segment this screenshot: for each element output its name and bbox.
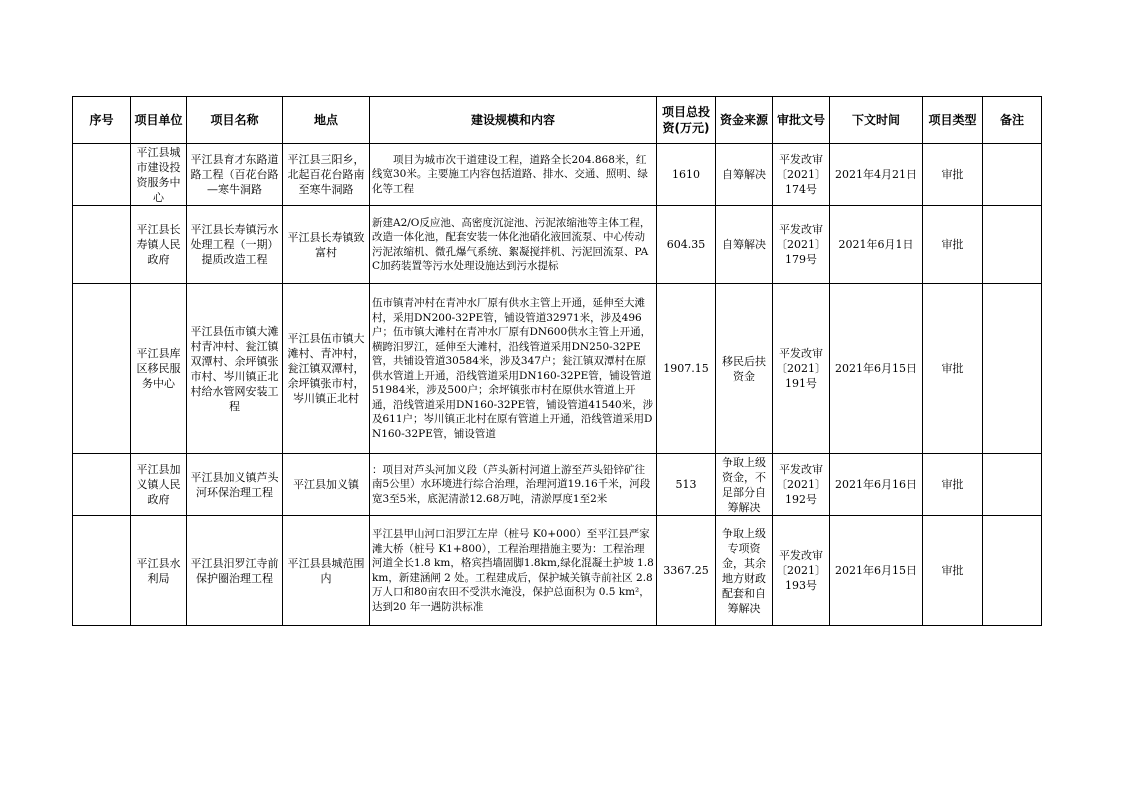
cell-date: 2021年6月15日	[830, 284, 923, 454]
cell-approval: 平发改审〔2021〕191号	[773, 284, 830, 454]
cell-funding: 争取上级专项资金，其余地方财政配套和自筹解决	[716, 516, 773, 626]
header-type: 项目类型	[923, 97, 983, 144]
cell-seq	[73, 516, 131, 626]
cell-scale: 伍市镇青冲村在青冲水厂原有供水主管上开通，延伸至大滩村，采用DN200-32PE管，铺设管道32971米，涉及496户；伍市镇大滩村在青冲水厂原有DN600供水主管上开通，横跨汨罗江，延伸至大滩村，沿线管道采用DN250-32PE管，共铺设管道30584米，涉及347户；瓮江镇双潭村在原供水管道上开通，沿线管道采用DN160-32PE管，铺设管道51984米，涉及500户；余坪镇张市村在原供水管道上开通，沿线管道采用DN160-32PE管，铺设管道41540米，涉及611户；岑川镇正北村在原有管道上开通，沿线管道采用DN160-32PE管，铺设管道	[370, 284, 657, 454]
header-scale: 建设规模和内容	[370, 97, 657, 144]
cell-name: 平江县加义镇芦头河环保治理工程	[187, 454, 283, 516]
header-investment: 项目总投资(万元)	[657, 97, 716, 144]
cell-seq	[73, 206, 131, 284]
cell-approval: 平发改审〔2021〕192号	[773, 454, 830, 516]
cell-approval: 平发改审〔2021〕193号	[773, 516, 830, 626]
cell-name: 平江县汨罗江寺前保护圈治理工程	[187, 516, 283, 626]
cell-unit: 平江县长寿镇人民政府	[131, 206, 187, 284]
cell-type: 审批	[923, 284, 983, 454]
cell-funding: 自筹解决	[716, 144, 773, 206]
cell-seq	[73, 144, 131, 206]
cell-notes	[983, 454, 1042, 516]
cell-investment: 1907.15	[657, 284, 716, 454]
cell-scale: 项目为城市次干道建设工程，道路全长204.868米，红线宽30米。主要施工内容包括道路、排水、交通、照明、绿化等工程	[370, 144, 657, 206]
cell-location: 平江县三阳乡，北起百花台路南至寒牛洞路	[283, 144, 370, 206]
header-seq: 序号	[73, 97, 131, 144]
cell-scale: 平江县甲山河口汨罗江左岸（桩号 K0+000）至平江县严家滩大桥（桩号 K1+800），工程治理措施主要为：工程治理河道全长1.8 km，格宾挡墙固脚1.8km,绿化混凝土护坡 1.8km，新建涵闸 2 处。工程建成后，保护城关镇寺前社区 2.8万人口和80亩农田不受洪水淹没，保护总面积为 0.5 km²，达到20 年一遇防洪标准	[370, 516, 657, 626]
cell-approval: 平发改审〔2021〕179号	[773, 206, 830, 284]
cell-date: 2021年6月16日	[830, 454, 923, 516]
cell-investment: 604.35	[657, 206, 716, 284]
cell-scale: ：项目对芦头河加义段（芦头新村河道上游至芦头铅锌矿往南5公里）水环境进行综合治理，治理河道19.16千米，河段宽3至5米，底泥清淤12.68万吨，清淤厚度1至2米	[370, 454, 657, 516]
cell-approval: 平发改审〔2021〕174号	[773, 144, 830, 206]
cell-notes	[983, 206, 1042, 284]
cell-name: 平江县育才东路道路工程（百花台路—寒牛洞路	[187, 144, 283, 206]
cell-location: 平江县加义镇	[283, 454, 370, 516]
cell-seq	[73, 454, 131, 516]
table-row	[73, 454, 1042, 516]
header-approval: 审批文号	[773, 97, 830, 144]
cell-unit: 平江县城市建设投资服务中心	[131, 144, 187, 206]
cell-location: 平江县长寿镇致富村	[283, 206, 370, 284]
table-row	[73, 206, 1042, 284]
cell-type: 审批	[923, 454, 983, 516]
cell-date: 2021年4月21日	[830, 144, 923, 206]
header-location: 地点	[283, 97, 370, 144]
header-date: 下文时间	[830, 97, 923, 144]
cell-type: 审批	[923, 206, 983, 284]
header-notes: 备注	[983, 97, 1042, 144]
cell-unit: 平江县水利局	[131, 516, 187, 626]
cell-investment: 3367.25	[657, 516, 716, 626]
header-unit: 项目单位	[131, 97, 187, 144]
cell-investment: 513	[657, 454, 716, 516]
cell-type: 审批	[923, 516, 983, 626]
cell-notes	[983, 516, 1042, 626]
cell-name: 平江县伍市镇大滩村青冲村、瓮江镇双潭村、余坪镇张市村、岑川镇正北村给水管网安装工程	[187, 284, 283, 454]
cell-name: 平江县长寿镇污水处理工程（一期）提质改造工程	[187, 206, 283, 284]
cell-unit: 平江县加义镇人民政府	[131, 454, 187, 516]
table-row	[73, 516, 1042, 626]
table-row	[73, 144, 1042, 206]
cell-seq	[73, 284, 131, 454]
header-name: 项目名称	[187, 97, 283, 144]
project-approval-table	[72, 96, 1042, 626]
cell-type: 审批	[923, 144, 983, 206]
table-header-row	[73, 97, 1042, 144]
cell-notes	[983, 144, 1042, 206]
cell-funding: 移民后扶资金	[716, 284, 773, 454]
cell-funding: 自筹解决	[716, 206, 773, 284]
cell-unit: 平江县库区移民服务中心	[131, 284, 187, 454]
cell-location: 平江县县城范围内	[283, 516, 370, 626]
table-row	[73, 284, 1042, 454]
cell-investment: 1610	[657, 144, 716, 206]
header-funding: 资金来源	[716, 97, 773, 144]
cell-funding: 争取上级资金，不足部分自筹解决	[716, 454, 773, 516]
cell-date: 2021年6月15日	[830, 516, 923, 626]
cell-scale: 新建A2/O反应池、高密度沉淀池、污泥浓缩池等主体工程，改造一体化池，配套安装一体化池硝化液回流泵、中心传动污泥浓缩机、微孔爆气系统、絮凝搅拌机、污泥回流泵、PAC加药装置等污水处理设施达到污水提标	[370, 206, 657, 284]
cell-location: 平江县伍市镇大滩村、青冲村，瓮江镇双潭村，余坪镇张市村，岑川镇正北村	[283, 284, 370, 454]
cell-date: 2021年6月1日	[830, 206, 923, 284]
cell-notes	[983, 284, 1042, 454]
